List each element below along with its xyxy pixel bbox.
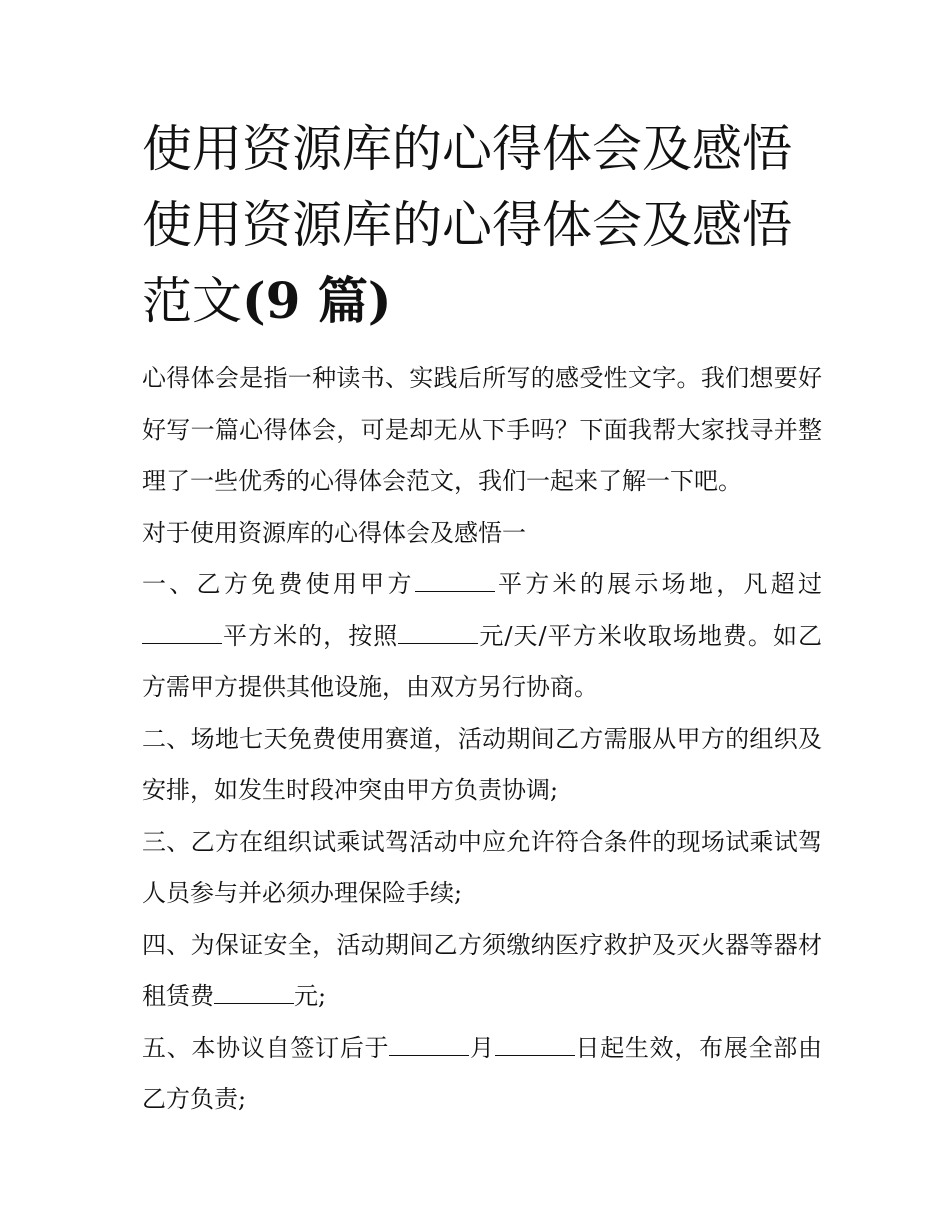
clause-1-part-c: 平方米的，按照 bbox=[222, 621, 399, 650]
blank-line bbox=[389, 1035, 469, 1056]
blank-line bbox=[214, 983, 294, 1004]
document-title bbox=[142, 111, 842, 339]
clause-5-part-b: 月 bbox=[469, 1033, 495, 1062]
clause-1-part-b: 平方米的展示场地，凡超过 bbox=[494, 570, 823, 598]
clause-5-part-a: 五、本协议自签订后于 bbox=[142, 1033, 390, 1062]
document-body bbox=[142, 353, 822, 1126]
clause-2: 二、场地七天免费使用赛道，活动期间乙方需服从甲方的组织及安排，如发生时段冲突由甲方负责协调; bbox=[142, 724, 822, 804]
title-line-1: 使用资源库的心得体会及感悟 bbox=[142, 120, 792, 178]
section-heading: 对于使用资源库的心得体会及感悟一 bbox=[142, 518, 526, 547]
intro-paragraph: 心得体会是指一种读书、实践后所写的感受性文字。我们想要好好写一篇心得体会，可是却无从下手吗？下面我帮大家找寻并整理了一些优秀的心得体会范文，我们一起来了解一下吧。 bbox=[142, 364, 822, 495]
clause-5 bbox=[142, 1023, 822, 1126]
clause-4 bbox=[142, 920, 822, 1023]
clause-1-part-a: 一、乙方免费使用甲方 bbox=[142, 570, 415, 598]
blank-line bbox=[398, 623, 478, 644]
clause-1-part-d: 元/天/平方米收取场地费。如乙方需甲方提供其他设施，由双方另行协商。 bbox=[142, 621, 823, 701]
blank-line bbox=[495, 1035, 575, 1056]
blank-line bbox=[415, 571, 495, 592]
clause-1 bbox=[142, 559, 822, 714]
title-line-3 bbox=[142, 263, 842, 339]
clause-4-part-a: 四、为保证安全，活动期间乙方须缴纳医疗救护及灭火器等器材租赁费 bbox=[142, 930, 822, 1010]
title-line-3-suffix: (9 篇) bbox=[242, 271, 392, 330]
blank-line bbox=[142, 623, 222, 644]
clause-5-part-c: 日起生效，布展全部由乙方负责; bbox=[142, 1033, 823, 1113]
title-line-2: 使用资源库的心得体会及感悟 bbox=[142, 196, 792, 254]
clause-3: 三、乙方在组织试乘试驾活动中应允许符合条件的现场试乘试驾人员参与并必须办理保险手续; bbox=[142, 827, 822, 907]
clause-4-part-b: 元; bbox=[294, 982, 327, 1010]
title-line-3-prefix: 范文 bbox=[142, 272, 242, 330]
